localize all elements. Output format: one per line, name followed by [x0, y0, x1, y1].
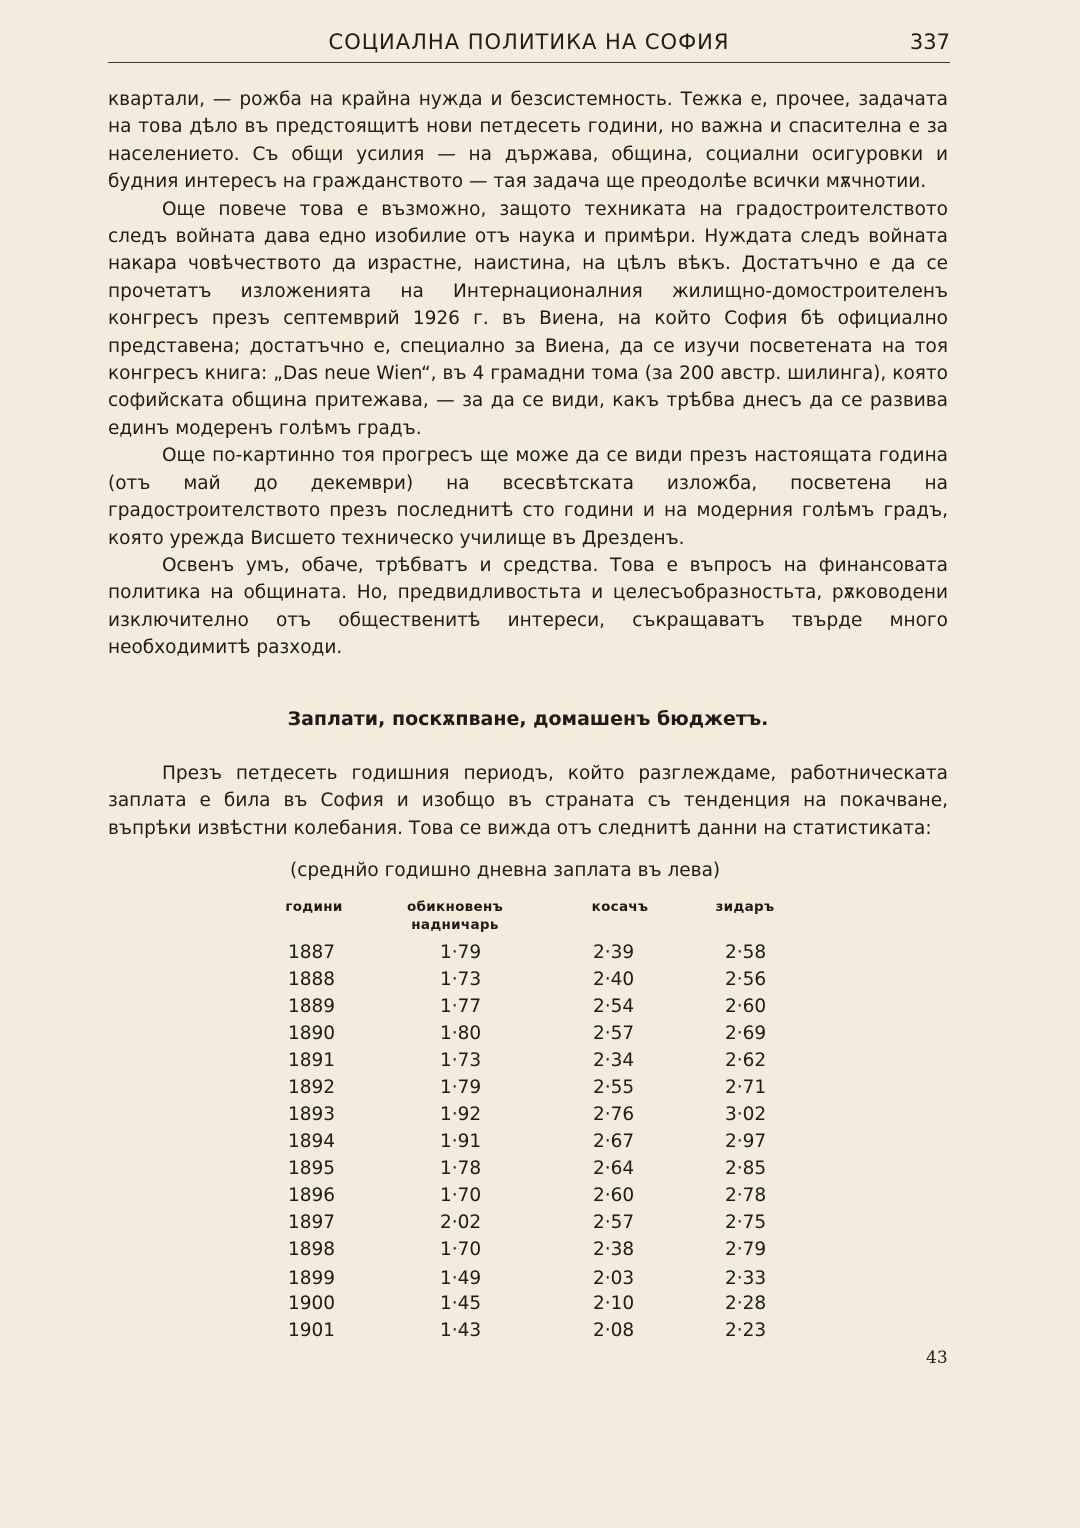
cell-laborer: 1·80 [440, 1023, 482, 1044]
cell-year: 1891 [288, 1050, 336, 1071]
column-header-mason: зидаръ [715, 899, 775, 915]
cell-mower: 2·08 [593, 1320, 635, 1341]
cell-mower: 2·64 [593, 1158, 635, 1179]
table-row [0, 1077, 1080, 1104]
cell-mower: 2·76 [593, 1104, 635, 1125]
cell-year: 1890 [288, 1023, 336, 1044]
table-caption: (среднйо годишно дневна заплата въ лева) [290, 860, 721, 881]
body-text [108, 86, 948, 662]
section-intro: Презъ петдесеть годишния периодъ, който разглеждаме, работническата заплата е била въ София и изобщо въ страната съ тенденция на покачване, въпрѣки извѣстни колебания. Това се вижда отъ следнитѣ данни на статистиката: [108, 763, 948, 839]
cell-mower: 2·38 [593, 1239, 635, 1260]
cell-mower: 2·57 [593, 1212, 635, 1233]
cell-mower: 2·39 [593, 942, 635, 963]
cell-mason: 2·97 [725, 1131, 767, 1152]
column-header-laborer [385, 898, 525, 934]
cell-laborer: 1·78 [440, 1158, 482, 1179]
table-row [0, 1104, 1080, 1131]
cell-laborer: 1·70 [440, 1239, 482, 1260]
table-row [0, 1268, 1080, 1295]
cell-mower: 2·54 [593, 996, 635, 1017]
table-row [0, 1185, 1080, 1212]
cell-laborer: 1·70 [440, 1185, 482, 1206]
cell-laborer: 1·43 [440, 1320, 482, 1341]
cell-year: 1889 [288, 996, 336, 1017]
cell-year: 1887 [288, 942, 336, 963]
cell-mason: 2·79 [725, 1239, 767, 1260]
table-row [0, 1158, 1080, 1185]
cell-mason: 2·58 [725, 942, 767, 963]
cell-year: 1898 [288, 1239, 336, 1260]
table-row [0, 1293, 1080, 1320]
cell-mower: 2·60 [593, 1185, 635, 1206]
table-row [0, 1050, 1080, 1077]
running-header [108, 28, 950, 63]
section-title: Заплати, поскѫпване, домашенъ бюджетъ. [287, 708, 769, 730]
cell-mason: 2·69 [725, 1023, 767, 1044]
table-row [0, 996, 1080, 1023]
cell-laborer: 1·91 [440, 1131, 482, 1152]
cell-mason: 2·60 [725, 996, 767, 1017]
column-header-year: години [285, 899, 343, 915]
cell-mason: 2·78 [725, 1185, 767, 1206]
cell-laborer: 1·79 [440, 1077, 482, 1098]
page-number: 337 [909, 30, 950, 54]
cell-year: 1895 [288, 1158, 336, 1179]
paragraph-1: квартали, — рожба на крайна нужда и безсистемность. Тежка е, прочее, задачата на това дѣло въ предстоящитѣ нови петдесеть години, но важна и спасителна е за населението. Съ общи усилия — на държава, община, социални осигуровки и будния интересъ на гражданството — тая задача ще преодолѣе всички мѫчнотии. [108, 89, 948, 193]
cell-mower: 2·03 [593, 1268, 635, 1289]
cell-year: 1894 [288, 1131, 336, 1152]
table-row [0, 942, 1080, 969]
cell-mower: 2·34 [593, 1050, 635, 1071]
signature-mark: 43 [926, 1348, 948, 1368]
cell-laborer: 2·02 [440, 1212, 482, 1233]
cell-year: 1892 [288, 1077, 336, 1098]
cell-year: 1897 [288, 1212, 336, 1233]
cell-mason: 2·28 [725, 1293, 767, 1314]
cell-year: 1901 [288, 1320, 336, 1341]
paragraph-3: Още по-картинно тоя прогресъ ще може да се види презъ настоящата година (отъ май до декември) на всесвѣтската изложба, посветена на градостроителството презъ последнитѣ сто години и на модерния голѣмъ градъ, която урежда Висшето техническо училище въ Дрезденъ. [108, 445, 948, 549]
cell-mower: 2·57 [593, 1023, 635, 1044]
cell-year: 1888 [288, 969, 336, 990]
column-header-mower: косачъ [591, 899, 649, 915]
table-row [0, 1023, 1080, 1050]
cell-laborer: 1·73 [440, 969, 482, 990]
cell-laborer: 1·49 [440, 1268, 482, 1289]
cell-laborer: 1·45 [440, 1293, 482, 1314]
table-row [0, 969, 1080, 996]
cell-mason: 2·71 [725, 1077, 767, 1098]
table-row [0, 1320, 1080, 1347]
cell-mower: 2·10 [593, 1293, 635, 1314]
column-header-laborer-line2: надничарь [411, 917, 499, 933]
cell-mason: 3·02 [725, 1104, 767, 1125]
cell-mower: 2·40 [593, 969, 635, 990]
cell-laborer: 1·77 [440, 996, 482, 1017]
table-row [0, 1212, 1080, 1239]
cell-year: 1899 [288, 1268, 336, 1289]
cell-laborer: 1·79 [440, 942, 482, 963]
cell-mason: 2·56 [725, 969, 767, 990]
header-title: СОЦИАЛНА ПОЛИТИКА НА СОФИЯ [328, 30, 730, 54]
cell-mason: 2·75 [725, 1212, 767, 1233]
column-header-laborer-line1: обикновенъ [406, 899, 504, 915]
cell-year: 1896 [288, 1185, 336, 1206]
cell-mason: 2·85 [725, 1158, 767, 1179]
table-row [0, 1239, 1080, 1266]
paragraph-4: Освенъ умъ, обаче, трѣбватъ и средства. Това е въпросъ на финансовата политика на общината. Но, предвидливостьта и целесъобразностьта, рѫководени изключително отъ общественитѣ интереси, съкращаватъ твърде много необходимитѣ разходи. [108, 554, 948, 659]
cell-year: 1900 [288, 1293, 336, 1314]
cell-mason: 2·62 [725, 1050, 767, 1071]
cell-mower: 2·55 [593, 1077, 635, 1098]
cell-mason: 2·33 [725, 1268, 767, 1289]
cell-laborer: 1·73 [440, 1050, 482, 1071]
cell-mower: 2·67 [593, 1131, 635, 1152]
table-row [0, 1131, 1080, 1158]
paragraph-2: Още повече това е възможно, защото техниката на градостроителството следъ войната дава едно изобилие отъ наука и примѣри. Нуждата следъ войната накара човѣчеството да израстне, наистина, на цѣлъ вѣкъ. Достатъчно е да се прочетатъ изложенията на Интернационалния жилищно-домостроителенъ конгресъ презъ септемврий 1926 г. въ Виена, на който София бѣ официално представена; достатъчно е, специално за Виена, да се изучи посветената на тоя конгресъ книга: „Das neue Wien“, въ 4 грамадни тома (за 200 австр. шилинга), която софийската община притежава, — за да се види, какъ трѣбва днесъ да се развива единъ модеренъ голѣмъ градъ. [108, 198, 948, 439]
cell-year: 1893 [288, 1104, 336, 1125]
cell-laborer: 1·92 [440, 1104, 482, 1125]
cell-mason: 2·23 [725, 1320, 767, 1341]
